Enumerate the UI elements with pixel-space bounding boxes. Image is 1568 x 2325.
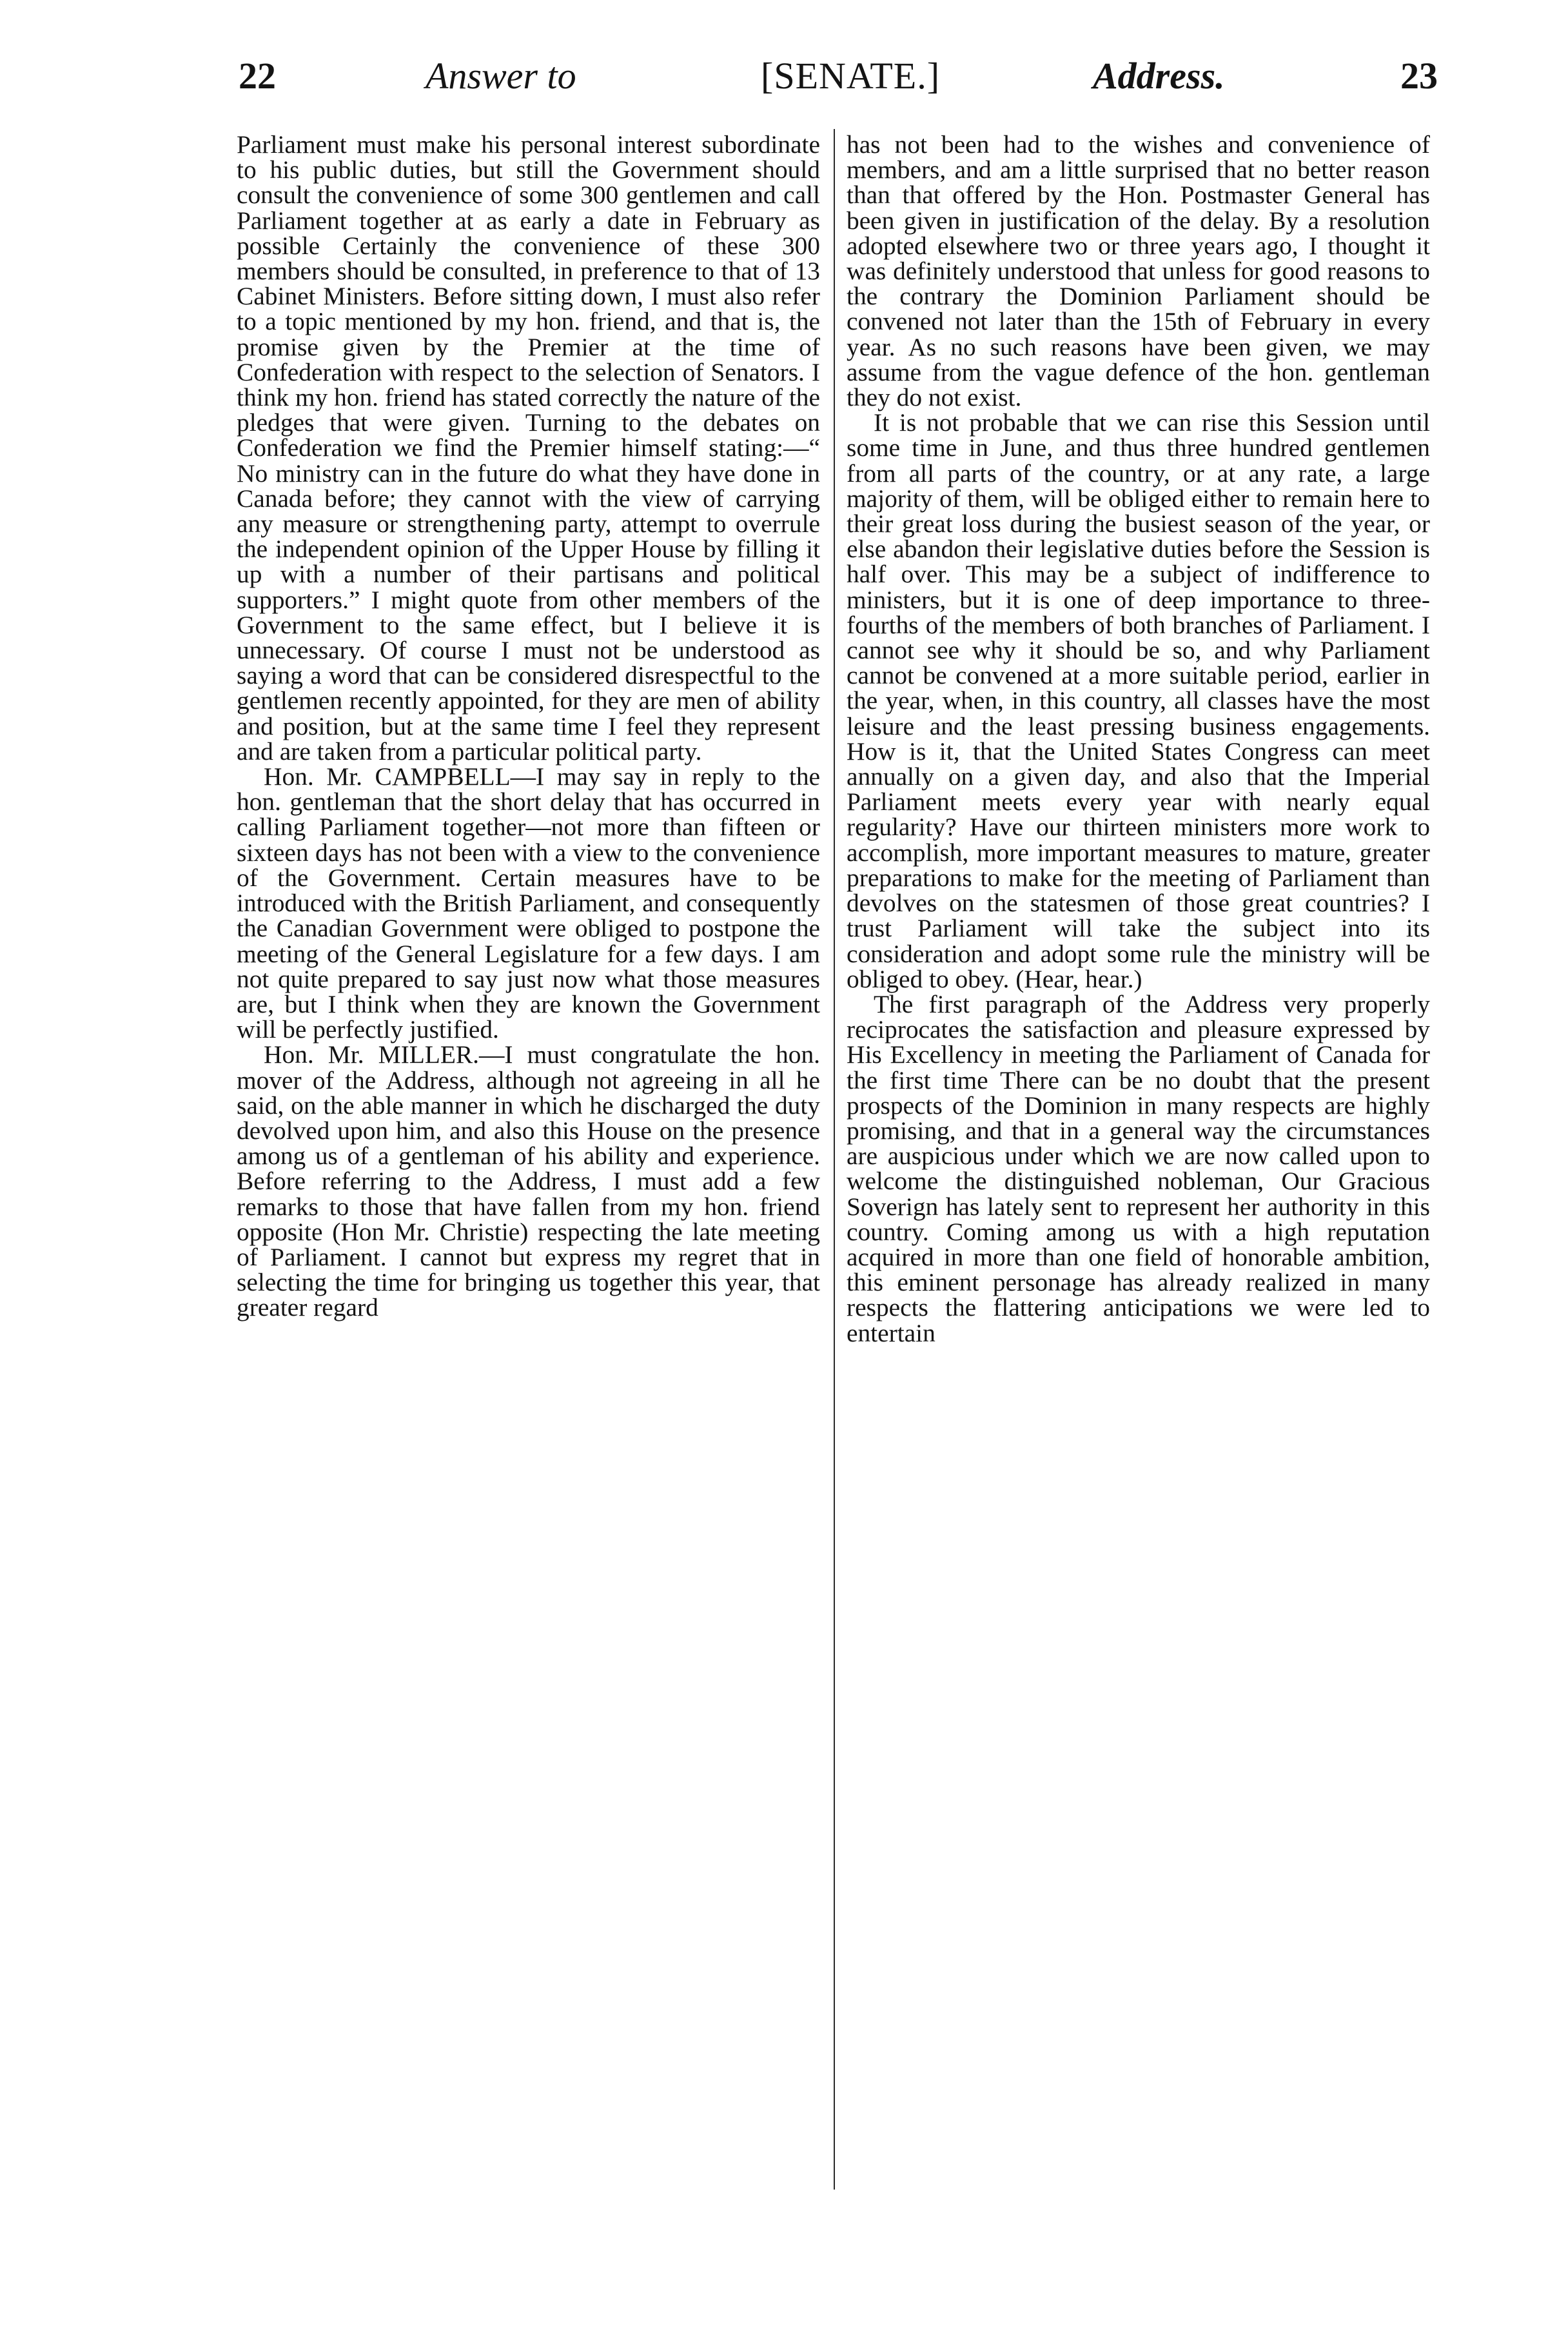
running-head-center: [SENATE.] bbox=[761, 55, 941, 97]
page-header bbox=[239, 50, 1438, 102]
right-paragraph-1: has not been had to the wishes and convenience of members, and am a little surprised that no better reason than that offered by the Hon. Postmaster General has been given in justification of the delay. By a resolution adopted elsewhere two or three years ago, I thought it was definitely understood that unless for good reasons to the contrary the Dominion Parliament should be convened not later than the 15th of February in every year. As no such reasons have been given, we may assume from the vague defence of the hon. gentleman they do not exist. bbox=[847, 130, 1430, 412]
left-column bbox=[237, 132, 820, 1321]
left-paragraph-1: Parliament must make his personal interest subordinate to his public duties, but still the Government should consult the convenience of some 300 gentlemen and call Parliament together at as early a date in February as possible Certainly the convenience of these 300 members should be consulted, in preference to that of 13 Cabinet Ministers. Before sitting down, I must also refer to a topic mentioned by my hon. friend, and that is, the promise given by the Premier at the time of Confederation with respect to the selection of Senators. I think my hon. friend has stated correctly the nature of the pledges that were given. Turning to the debates on Confederation we find the Premier himself stating:—“ No ministry can in the future do what they have done in Canada before; they cannot with the view of carrying any measure or strengthening party, attempt to overrule the independent opinion of the Upper House by filling it up with a number of their partisans and political supporters.” I might quote from other members of the Government to the same effect, but I believe it is unnecessary. Of course I must not be understood as saying a word that can be considered disrespectful to the gentlemen recently appointed, for they are men of ability and position, but at the same time I feel they represent and are taken from a particular political party. bbox=[237, 130, 820, 766]
left-paragraph-3: Hon. Mr. MILLER.—I must congratulate the hon. mover of the Address, although not agreeing in all he said, on the able manner in which he discharged the duty devolved upon him, and also this House on the presence among us of a gentleman of his ability and experience. Before referring to the Address, I must add a few remarks to those that have fallen from my hon. friend opposite (Hon Mr. Christie) respecting the late meeting of Parliament. I cannot but express my regret that in selecting the time for bringing us together this year, that greater regard bbox=[237, 1040, 820, 1322]
page-number-left: 22 bbox=[239, 55, 276, 97]
right-paragraph-2: It is not probable that we can rise this Session until some time in June, and thus three hundred gentlemen from all parts of the country, or at any rate, a large majority of them, will be obliged either to remain here to their great loss during the busiest season of the year, or else abandon their legislative duties before the Session is half over. This may be a subject of indifference to ministers, but it is one of deep importance to three-fourths of the members of both branches of Parliament. I cannot see why it should be so, and why Parliament cannot be convened at a more suitable period, earlier in the year, when, in this country, all classes have the most leisure and the least pressing business engagements. How is it, that the United States Congress can meet annually on a given day, and also that the Imperial Parliament meets every year with nearly equal regularity? Have our thirteen ministers more work to accomplish, more important measures to mature, greater preparations to make for the meeting of Parliament than devolves on the statesmen of those great countries? I trust Parliament will take the subject into its consideration and adopt some rule the ministry will be obliged to obey. (Hear, hear.) bbox=[847, 408, 1430, 993]
running-head-right: Address. bbox=[1093, 55, 1225, 97]
left-paragraph-2: Hon. Mr. CAMPBELL—I may say in reply to the hon. gentleman that the short delay that has occurred in calling Parliament together—not more than fifteen or sixteen days has not been with a view to the convenience of the Government. Certain measures have to be introduced with the British Parliament, and consequently the Canadian Government were obliged to postpone the meeting of the General Legislature for a few days. I am not quite prepared to say just now what those measures are, but I think when they are known the Government will be perfectly justified. bbox=[237, 762, 820, 1044]
column-divider bbox=[834, 129, 835, 2190]
right-paragraph-3: The first paragraph of the Address very properly reciprocates the satisfaction and pleasure expressed by His Excellency in meeting the Parliament of Canada for the first time There can be no doubt that the present prospects of the Dominion in many respects are highly promising, and that in a general way the circumstances are auspicious under which we are now called upon to welcome the distinguished nobleman, Our Gracious Soverign has lately sent to represent her authority in this country. Coming among us with a high reputation acquired in more than one field of honorable ambition, this eminent personage has already realized in many respects the flattering anticipations we were led to entertain bbox=[847, 989, 1430, 1347]
running-head-left: Answer to bbox=[426, 55, 576, 97]
right-column bbox=[847, 132, 1430, 1346]
page-number-right: 23 bbox=[1400, 55, 1438, 97]
